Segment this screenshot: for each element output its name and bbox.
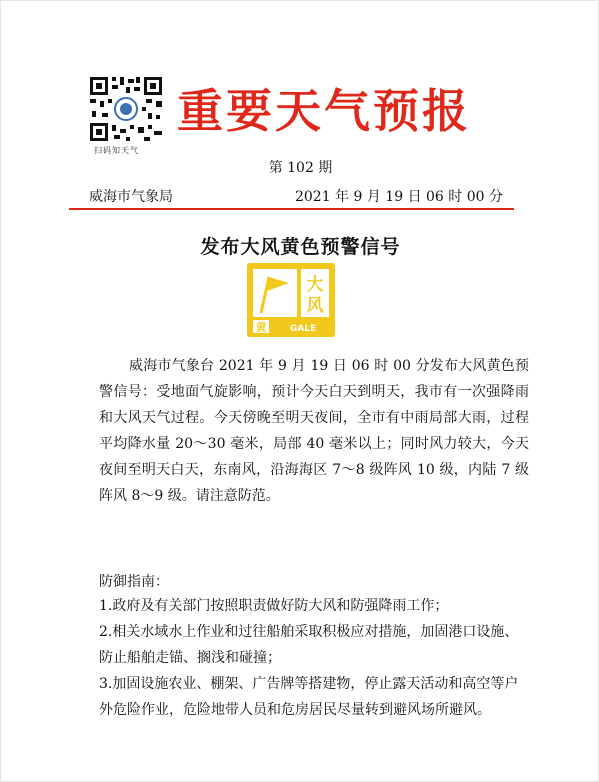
warning-body <box>99 353 529 509</box>
issuing-agency: 威海市气象局 <box>89 189 173 205</box>
sign-big-char-bottom: 风 <box>306 296 324 316</box>
guide-item: 1.政府及有关部门按照职责做好防大风和防强降雨工作； <box>99 598 449 614</box>
guide-item: 2.相关水域水上作业和过往船舶采取积极应对措施，加固港口设施、防止船舶走锚、搁浅和碰撞； <box>99 624 519 666</box>
issue-number: 第 102 期 <box>268 160 333 176</box>
sign-big-char-top: 大 <box>306 275 324 295</box>
guide-item: 3.加固设施农业、棚架、广告牌等搭建物，停止露天活动和高空等户外危险作业，危险地带人员和危房居民尽量转到避风场所避风。 <box>99 676 519 718</box>
guide-list <box>99 593 529 723</box>
warning-headline: 发布大风黄色预警信号 <box>200 236 401 258</box>
warning-paragraph: 威海市气象台 2021 年 9 月 19 日 06 时 00 分发布大风黄色预警信号：受地面气旋影响，预计今天白天到明天，我市有一次强降雨和大风天气过程。今天傍晚至明天夜间，全市有中雨局部大雨，过程平均降水量 20～30 毫米，局部 40 毫米以上；同时风力较大，今天夜间至明天白天，东南风，沿海海区 7～8 级阵风 10 级，内陆 7 级阵风 8～9 级。请注意防范。 <box>99 358 529 504</box>
gale-yellow-warning-icon <box>247 263 335 337</box>
document-title: 重要天气预报 <box>177 84 471 138</box>
sign-en-label: GALE <box>289 324 317 334</box>
sign-level-char: 黄 <box>255 321 267 334</box>
header-divider <box>69 208 514 210</box>
qr-code-image[interactable] <box>86 73 166 145</box>
qr-caption: 扫码知天气 <box>94 146 139 155</box>
issue-datetime: 2021 年 9 月 19 日 06 时 00 分 <box>294 189 503 205</box>
guide-title: 防御指南： <box>99 574 169 590</box>
